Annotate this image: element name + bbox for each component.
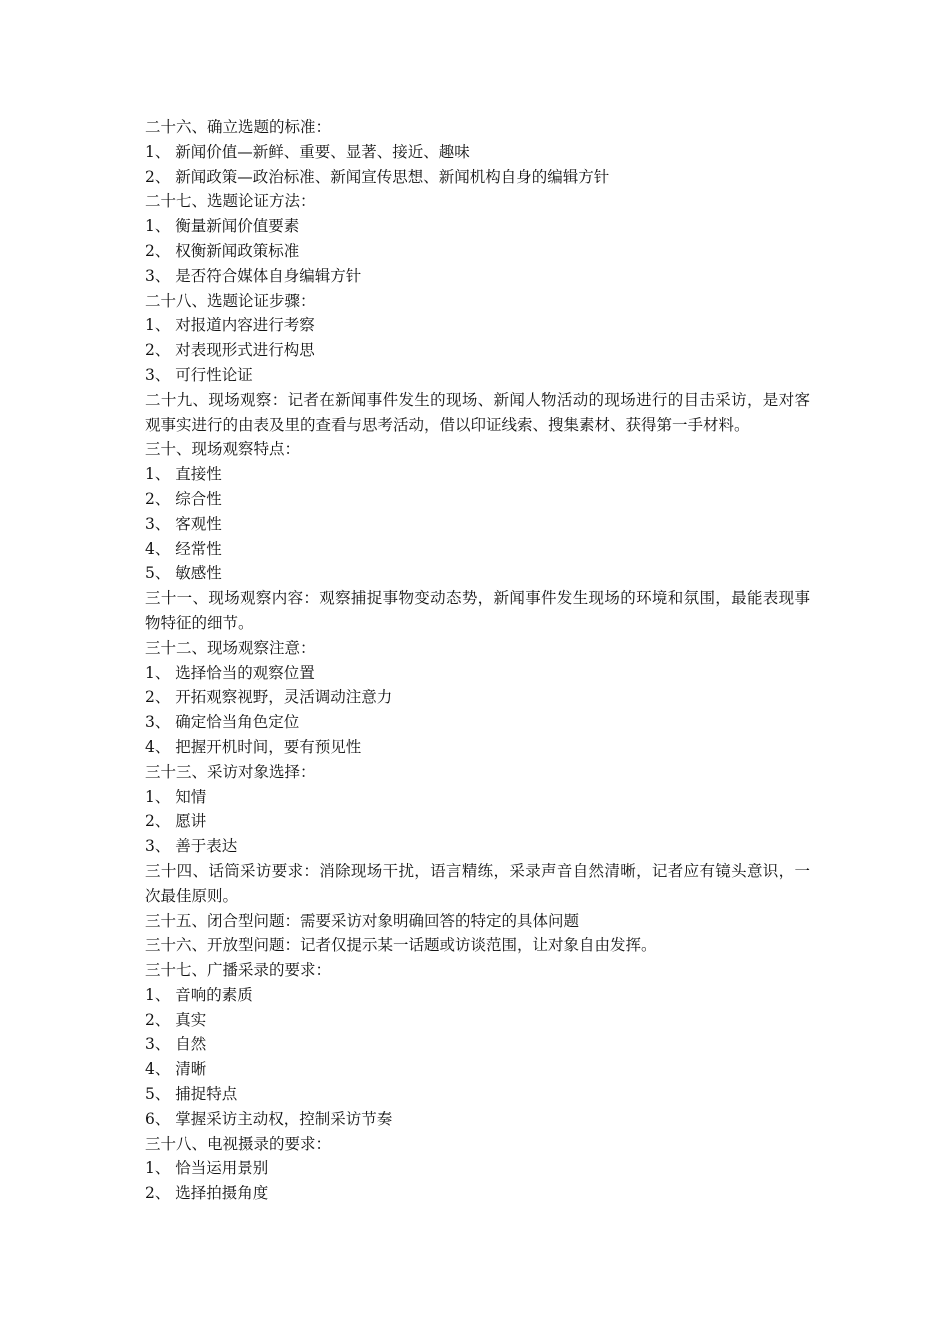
heading-30: 三十、现场观察特点： bbox=[145, 440, 301, 459]
heading-27: 二十七、选题论证方法： bbox=[145, 192, 316, 211]
list-item: 1、 选择恰当的观察位置 bbox=[145, 663, 315, 682]
list-item: 2、 愿讲 bbox=[145, 812, 207, 831]
list-item: 5、 捕捉特点 bbox=[145, 1085, 238, 1104]
paragraph-31: 三十一、现场观察内容：观察捕捉事物变动态势，新闻事件发生现场的环境和氛围，最能表现事物特征的细节。 bbox=[145, 589, 810, 632]
paragraph-34: 三十四、话筒采访要求：消除现场干扰，语言精练，采录声音自然清晰，记者应有镜头意识，一次最佳原则。 bbox=[145, 861, 810, 905]
list-item: 5、 敏感性 bbox=[145, 564, 222, 583]
heading-26: 二十六、确立选题的标准： bbox=[145, 118, 332, 136]
list-item: 1、 新闻价值—新鲜、重要、显著、接近、趣味 bbox=[145, 142, 470, 161]
heading-37: 三十七、广播采录的要求： bbox=[145, 961, 332, 980]
list-item: 3、 可行性论证 bbox=[145, 365, 253, 384]
list-item: 2、 权衡新闻政策标准 bbox=[145, 241, 300, 260]
list-item: 1、 知情 bbox=[145, 787, 207, 806]
list-item: 2、 选择拍摄角度 bbox=[145, 1184, 269, 1203]
list-item: 2、 真实 bbox=[145, 1010, 207, 1029]
list-item: 1、 直接性 bbox=[145, 465, 222, 484]
list-item: 3、 自然 bbox=[145, 1035, 207, 1054]
heading-33: 三十三、采访对象选择： bbox=[145, 762, 316, 781]
list-item: 3、 客观性 bbox=[145, 514, 222, 533]
list-item: 1、 衡量新闻价值要素 bbox=[145, 217, 300, 236]
list-item: 6、 掌握采访主动权，控制采访节奏 bbox=[145, 1109, 393, 1128]
heading-28: 二十八、选题论证步骤： bbox=[145, 291, 316, 310]
list-item: 1、 音响的素质 bbox=[145, 985, 253, 1004]
list-item: 2、 开拓观察视野，灵活调动注意力 bbox=[145, 688, 393, 707]
list-item: 3、 善于表达 bbox=[145, 837, 238, 856]
list-item: 1、 对报道内容进行考察 bbox=[145, 316, 315, 335]
list-item: 4、 经常性 bbox=[145, 539, 222, 558]
paragraph-35: 三十五、闭合型问题：需要采访对象明确回答的特定的具体问题 bbox=[145, 911, 580, 930]
list-item: 3、 确定恰当角色定位 bbox=[145, 713, 300, 732]
list-item: 2、 新闻政策—政治标准、新闻宣传思想、新闻机构自身的编辑方针 bbox=[145, 167, 610, 186]
heading-38: 三十八、电视摄录的要求： bbox=[145, 1134, 332, 1153]
list-item: 2、 综合性 bbox=[145, 489, 222, 508]
list-item: 4、 把握开机时间，要有预见性 bbox=[145, 737, 362, 756]
list-item: 2、 对表现形式进行构思 bbox=[145, 341, 315, 360]
heading-32: 三十二、现场观察注意： bbox=[145, 638, 316, 657]
list-item: 4、 清晰 bbox=[145, 1060, 207, 1079]
paragraph-36: 三十六、开放型问题：记者仅提示某一话题或访谈范围，让对象自由发挥。 bbox=[145, 936, 657, 955]
paragraph-29: 二十九、现场观察：记者在新闻事件发生的现场、新闻人物活动的现场进行的目击采访，是对客观事实进行的由表及里的查看与思考活动，借以印证线索、搜集素材、获得第一手材料。 bbox=[145, 390, 810, 434]
list-item: 3、 是否符合媒体自身编辑方针 bbox=[145, 266, 362, 285]
document-body bbox=[145, 115, 810, 1206]
list-item: 1、 恰当运用景别 bbox=[145, 1159, 269, 1178]
